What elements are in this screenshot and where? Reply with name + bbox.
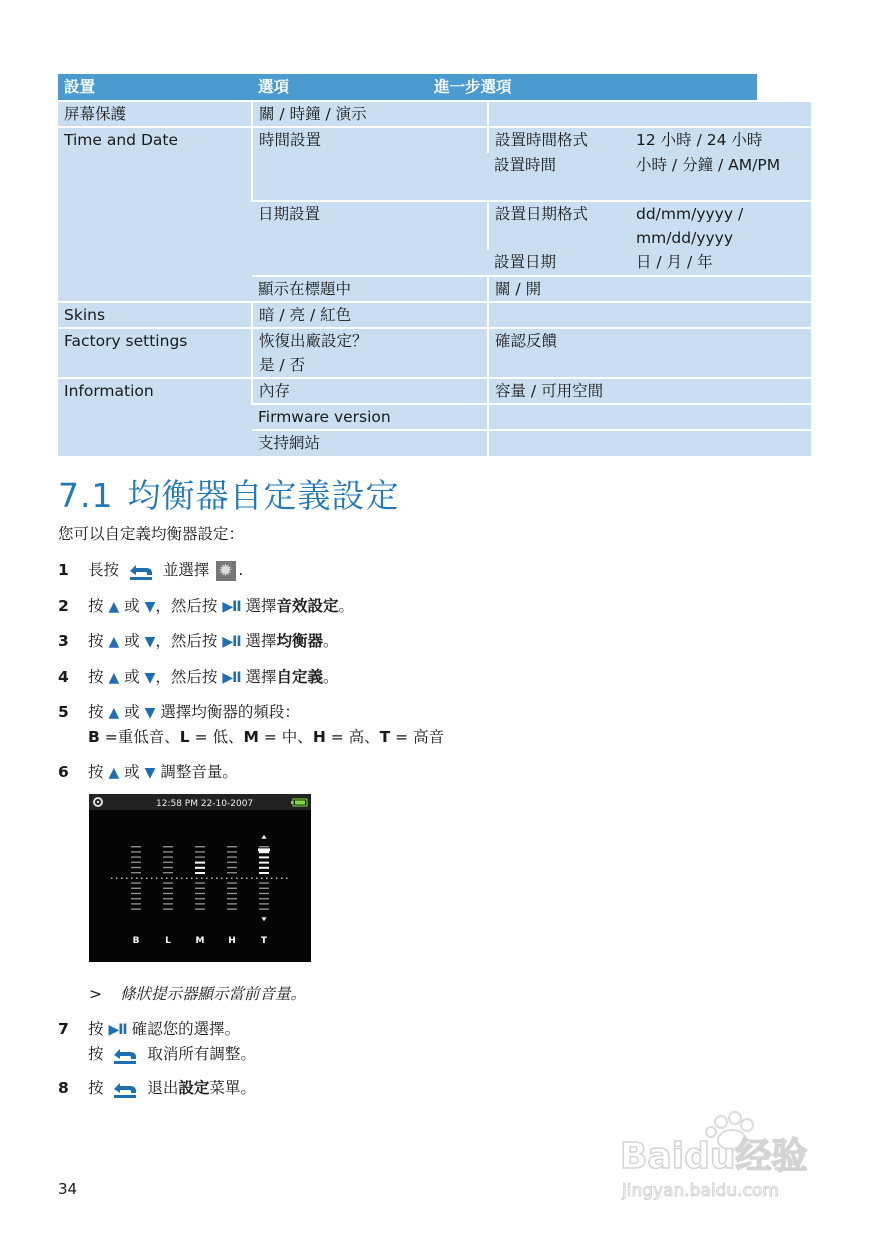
step-text: = 低、 xyxy=(194,728,244,746)
eq-segment-b xyxy=(131,872,141,873)
settings-gear-icon xyxy=(216,561,236,581)
eq-center-dot xyxy=(281,878,283,880)
eq-center-dot xyxy=(256,878,258,880)
factory-option-line2: 是 / 否 xyxy=(259,356,306,374)
step-6 xyxy=(58,760,238,785)
watermark-url: jingyan.baidu.com xyxy=(622,1181,779,1201)
eq-segment-m xyxy=(195,851,205,852)
step-text: 按 xyxy=(88,703,104,721)
table-row xyxy=(58,328,811,378)
step-4 xyxy=(58,665,339,690)
eq-segment-l xyxy=(163,903,173,904)
step-number: 6 xyxy=(58,763,69,781)
step-3 xyxy=(58,629,339,654)
step-text: 長按 xyxy=(88,561,120,579)
eq-segment-m xyxy=(195,867,205,869)
step-text: 選擇 xyxy=(245,632,277,650)
eq-segment-h xyxy=(227,856,237,857)
cell-further: 容量 / 可用空間 xyxy=(488,378,811,404)
step-1 xyxy=(58,558,243,582)
step-text: 。 xyxy=(338,597,355,615)
eq-segment-b xyxy=(131,851,141,852)
result-text: 條狀提示器顯示當前音量。 xyxy=(120,985,307,1003)
step-8 xyxy=(58,1076,256,1100)
cell-setting: Factory settings xyxy=(58,328,252,378)
band-t-key: T xyxy=(379,728,391,746)
step-text: 菜單。 xyxy=(209,1079,256,1097)
step-text: 或 xyxy=(124,763,140,781)
cell-setting: Skins xyxy=(58,302,252,328)
step-text: 或 xyxy=(124,668,140,686)
up-arrow-icon: ▲ xyxy=(108,634,120,650)
cell-empty xyxy=(488,430,811,456)
eq-center-dot xyxy=(211,878,213,880)
eq-segment-h xyxy=(227,898,237,899)
eq-segment-h xyxy=(227,893,237,894)
section-number: 7.1 xyxy=(58,476,114,515)
eq-segment-h xyxy=(227,867,237,868)
eq-band-label-h: H xyxy=(228,936,236,946)
settings-table xyxy=(58,74,811,456)
eq-segment-l xyxy=(163,862,173,863)
step-text: ，然后按 xyxy=(155,597,218,615)
step-text: 按 xyxy=(88,1045,104,1063)
eq-segment-l xyxy=(163,882,173,883)
up-arrow-icon: ▲ xyxy=(108,705,120,721)
step-text: 或 xyxy=(124,597,140,615)
eq-segment-l xyxy=(163,851,173,852)
step-number: 1 xyxy=(58,561,69,579)
eq-center-dot xyxy=(231,878,233,880)
eq-band-label-m: M xyxy=(195,936,205,946)
eq-segment-h xyxy=(227,862,237,863)
eq-segment-t xyxy=(259,846,269,847)
header-further-options: 進一步選項 xyxy=(434,74,757,101)
eq-segment-m xyxy=(195,888,205,889)
step-text: 。 xyxy=(323,668,339,686)
step-text: 或 xyxy=(124,632,140,650)
eq-band-label-b: B xyxy=(132,936,140,946)
date-format-line1: dd/mm/yyyy / xyxy=(636,205,744,223)
step-number: 8 xyxy=(58,1079,69,1097)
eq-center-dot xyxy=(216,878,218,880)
result-marker: > xyxy=(89,985,102,1003)
step-text: 選擇 xyxy=(245,597,277,615)
intro-text: 您可以自定義均衡器設定： xyxy=(58,525,245,543)
cell-further: 設置日期 xyxy=(488,250,630,276)
cell-further: 設置時間格式 xyxy=(488,127,630,153)
eq-center-dot xyxy=(236,878,238,880)
eq-center-dot xyxy=(186,878,188,880)
eq-segment-t xyxy=(259,903,269,904)
up-arrow-icon: ▲ xyxy=(108,599,120,615)
eq-segment-l xyxy=(163,893,173,894)
equalizer-screenshot xyxy=(89,794,311,962)
eq-up-indicator-icon xyxy=(262,835,267,839)
step-7 xyxy=(58,1017,256,1066)
cell-setting: Time and Date xyxy=(58,127,252,302)
down-arrow-icon: ▼ xyxy=(144,599,156,615)
eq-segment-m xyxy=(195,882,205,883)
eq-band-label-l: L xyxy=(165,936,171,946)
baidu-jingyan-watermark xyxy=(618,1108,828,1202)
step-text: = 中、 xyxy=(263,728,313,746)
eq-segment-t xyxy=(259,851,269,853)
cell-setting: Information xyxy=(58,378,252,456)
eq-center-dot xyxy=(241,878,243,880)
table-row xyxy=(58,302,811,328)
play-pause-icon: ▶II xyxy=(222,670,241,686)
eq-segment-t xyxy=(259,908,269,909)
eq-center-dot xyxy=(221,878,223,880)
cell-value xyxy=(630,201,811,250)
step-text: ，然后按 xyxy=(155,668,218,686)
eq-segment-t xyxy=(259,888,269,889)
eq-segment-m xyxy=(195,903,205,904)
step-bold-text: 音效設定 xyxy=(276,597,339,615)
up-arrow-icon: ▲ xyxy=(108,765,120,781)
cell-further: 確認反饋 xyxy=(488,328,811,378)
eq-center-dot xyxy=(161,878,163,880)
eq-segment-t xyxy=(259,898,269,899)
step-number: 4 xyxy=(58,668,69,686)
eq-segment-h xyxy=(227,888,237,889)
eq-center-dot xyxy=(136,878,138,880)
step-bold-text: 均衡器 xyxy=(276,632,324,650)
eq-segment-b xyxy=(131,862,141,863)
band-m-key: M xyxy=(243,728,259,746)
cell-empty xyxy=(488,404,811,430)
eq-center-dot xyxy=(246,878,248,880)
cell-option: 時間設置 xyxy=(252,127,488,201)
eq-segment-m xyxy=(195,898,205,899)
step-2 xyxy=(58,594,354,619)
eq-center-dot xyxy=(151,878,153,880)
eq-segment-h xyxy=(227,908,237,909)
eq-segment-l xyxy=(163,888,173,889)
cell-further: 設置時間 xyxy=(488,153,630,201)
eq-segment-h xyxy=(227,851,237,852)
cell-option xyxy=(252,328,488,378)
section-heading xyxy=(58,470,399,517)
eq-segment-l xyxy=(163,908,173,909)
eq-segment-b xyxy=(131,908,141,909)
factory-option-line1: 恢復出廠設定？ xyxy=(259,332,368,350)
eq-center-dot xyxy=(181,878,183,880)
eq-segment-h xyxy=(227,846,237,847)
eq-segment-t xyxy=(259,862,269,864)
eq-segment-t xyxy=(259,893,269,894)
step-text: =重低音、 xyxy=(104,728,180,746)
eq-center-dot xyxy=(156,878,158,880)
table-row xyxy=(58,378,811,404)
eq-center-dot xyxy=(116,878,118,880)
eq-center-dot xyxy=(276,878,278,880)
step-text: = 高音 xyxy=(395,728,445,746)
up-arrow-icon: ▲ xyxy=(108,670,120,686)
step-text: 。 xyxy=(323,632,339,650)
cell-option: 關 / 時鐘 / 演示 xyxy=(252,101,488,127)
step-bold-text: 設定 xyxy=(178,1079,210,1097)
play-pause-icon: ▶II xyxy=(222,634,241,650)
step-text: 按 xyxy=(88,668,104,686)
eq-segment-t xyxy=(259,882,269,883)
step-text: 確認您的選擇。 xyxy=(131,1020,241,1038)
eq-segment-h xyxy=(227,872,237,873)
back-icon xyxy=(111,1079,139,1099)
step-number: 7 xyxy=(58,1020,69,1038)
eq-center-dot xyxy=(111,878,113,880)
cell-option: Firmware version xyxy=(252,404,488,430)
back-icon xyxy=(127,561,155,581)
eq-center-dot xyxy=(286,878,288,880)
eq-segment-t xyxy=(259,872,269,874)
eq-segment-m xyxy=(195,908,205,909)
eq-band-label-t: T xyxy=(260,936,268,946)
eq-center-dot xyxy=(206,878,208,880)
eq-segment-h xyxy=(227,882,237,883)
band-l-key: L xyxy=(179,728,190,746)
cell-option: 支持網站 xyxy=(252,430,488,456)
band-b-key: B xyxy=(88,728,100,746)
down-arrow-icon: ▼ xyxy=(144,705,156,721)
eq-segment-b xyxy=(131,893,141,894)
step-5 xyxy=(58,700,444,749)
eq-center-dot xyxy=(201,878,203,880)
eq-center-dot xyxy=(176,878,178,880)
header-settings: 設置 xyxy=(58,74,252,101)
eq-segment-m xyxy=(195,856,205,857)
result-note xyxy=(89,982,306,1006)
eq-center-dot xyxy=(141,878,143,880)
eq-segment-b xyxy=(131,856,141,857)
cell-empty xyxy=(488,101,811,127)
table-header-row xyxy=(58,74,811,101)
eq-center-dot xyxy=(226,878,228,880)
cell-option: 暗 / 亮 / 紅色 xyxy=(252,302,488,328)
step-text: 按 xyxy=(88,1020,104,1038)
eq-center-dot xyxy=(251,878,253,880)
eq-segment-l xyxy=(163,872,173,873)
eq-center-dot xyxy=(271,878,273,880)
date-format-line2: mm/dd/yyyy xyxy=(636,229,734,247)
step-text: 選擇均衡器的頻段： xyxy=(160,703,300,721)
eq-segment-b xyxy=(131,882,141,883)
eq-segment-l xyxy=(163,898,173,899)
eq-center-dot xyxy=(171,878,173,880)
eq-segment-l xyxy=(163,867,173,868)
back-icon xyxy=(111,1045,139,1065)
eq-center-dot xyxy=(126,878,128,880)
cell-further: 設置日期格式 xyxy=(488,201,630,250)
step-text: 按 xyxy=(88,632,104,650)
section-title: 均衡器自定義設定 xyxy=(127,476,400,515)
step-text: 選擇 xyxy=(245,668,277,686)
eq-segment-b xyxy=(131,898,141,899)
eq-segment-l xyxy=(163,856,173,857)
eq-center-dot xyxy=(266,878,268,880)
eq-segment-m xyxy=(195,893,205,894)
eq-center-dot xyxy=(121,878,123,880)
step-text: 調整音量。 xyxy=(160,763,238,781)
eq-segment-m xyxy=(195,846,205,847)
cell-value: 12 小時 / 24 小時 xyxy=(630,127,811,153)
step-text: 並選擇 xyxy=(162,561,210,579)
eq-center-dot xyxy=(191,878,193,880)
step-text: 按 xyxy=(88,1079,104,1097)
status-time: 12:58 PM 22-10-2007 xyxy=(156,799,254,809)
step-text: . xyxy=(238,561,244,579)
step-text: 按 xyxy=(88,597,104,615)
eq-segment-b xyxy=(131,888,141,889)
eq-center-dot xyxy=(261,878,263,880)
step-number: 5 xyxy=(58,703,69,721)
step-number: 2 xyxy=(58,597,69,615)
down-arrow-icon: ▼ xyxy=(144,765,156,781)
cell-setting: 屏幕保護 xyxy=(58,101,252,127)
eq-segment-b xyxy=(131,903,141,904)
header-options: 選項 xyxy=(252,74,488,101)
step-text: 或 xyxy=(124,703,140,721)
cell-further: 關 / 開 xyxy=(488,276,811,302)
cell-option: 日期設置 xyxy=(252,201,488,276)
eq-down-indicator-icon xyxy=(262,917,267,921)
eq-segment-l xyxy=(163,846,173,847)
eq-center-dot xyxy=(131,878,133,880)
eq-segment-h xyxy=(227,903,237,904)
down-arrow-icon: ▼ xyxy=(144,670,156,686)
step-text: = 高、 xyxy=(330,728,380,746)
play-pause-icon: ▶II xyxy=(108,1022,127,1038)
cell-value: 小時 / 分鐘 / AM/PM xyxy=(630,153,811,201)
eq-segment-b xyxy=(131,867,141,868)
table-row xyxy=(58,127,811,153)
watermark-logo: Baidu经验 xyxy=(620,1136,808,1177)
eq-center-dot xyxy=(196,878,198,880)
eq-center-dot xyxy=(166,878,168,880)
band-h-key: H xyxy=(312,728,326,746)
cell-option: 顯示在標題中 xyxy=(252,276,488,302)
step-bold-text: 自定義 xyxy=(276,668,324,686)
step-text: 按 xyxy=(88,763,104,781)
step-text: ，然后按 xyxy=(155,632,218,650)
eq-segment-b xyxy=(131,846,141,847)
down-arrow-icon: ▼ xyxy=(144,634,156,650)
eq-segment-t xyxy=(259,856,269,858)
eq-segment-m xyxy=(195,862,205,864)
cell-value: 日 / 月 / 年 xyxy=(630,250,811,276)
eq-segment-m xyxy=(195,872,205,874)
eq-segment-t xyxy=(259,867,269,869)
cell-empty xyxy=(488,302,811,328)
cell-option: 內存 xyxy=(252,378,488,404)
table-row xyxy=(58,101,811,127)
eq-center-dot xyxy=(146,878,148,880)
equalizer-display xyxy=(89,794,311,962)
step-text: 退出 xyxy=(147,1079,179,1097)
eq-level-marker xyxy=(258,848,270,851)
play-pause-icon: ▶II xyxy=(222,599,241,615)
step-text: 取消所有調整。 xyxy=(147,1045,256,1063)
step-number: 3 xyxy=(58,632,69,650)
page-number: 34 xyxy=(58,1180,78,1198)
